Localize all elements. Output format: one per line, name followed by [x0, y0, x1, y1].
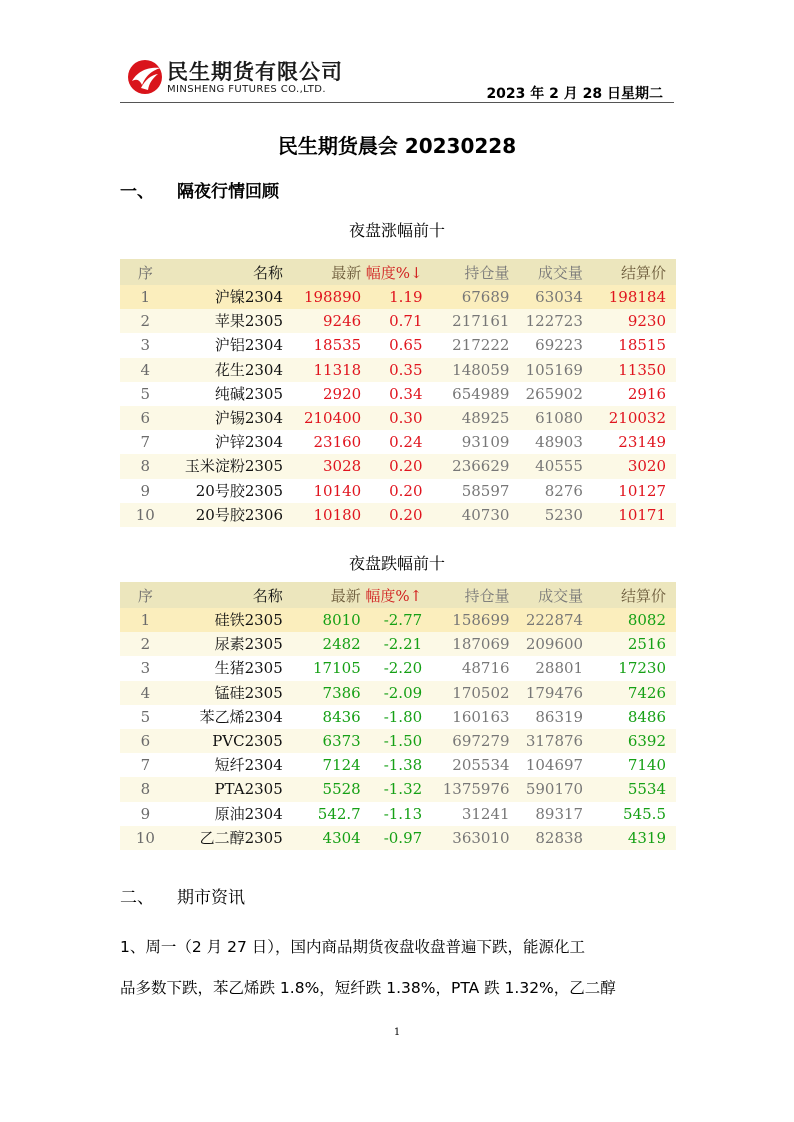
- minsheng-logo-icon: [127, 59, 163, 95]
- section-heading-overnight: [120, 177, 279, 202]
- cell-last: 7386: [285, 681, 365, 705]
- cell-seq: 4: [120, 358, 171, 382]
- cell-change-pct: 1.19: [365, 285, 426, 309]
- cell-settle: 210032: [587, 406, 676, 430]
- cell-open-interest: 31241: [426, 802, 513, 826]
- cell-seq: 7: [120, 753, 171, 777]
- cell-volume: 590170: [514, 777, 588, 801]
- cell-seq: 1: [120, 285, 171, 309]
- cell-last: 3028: [285, 454, 365, 478]
- cell-seq: 2: [120, 309, 171, 333]
- column-header-name[interactable]: 名称: [171, 582, 285, 608]
- cell-open-interest: 217222: [427, 333, 514, 357]
- cell-settle: 7426: [587, 681, 676, 705]
- cell-open-interest: 654989: [427, 382, 514, 406]
- table-row[interactable]: [120, 454, 676, 478]
- table-header-row: [120, 582, 676, 608]
- cell-name: 玉米淀粉2305: [171, 454, 285, 478]
- cell-change-pct: -2.09: [365, 681, 426, 705]
- cell-last: 9246: [285, 309, 365, 333]
- cell-name: 原油2304: [171, 802, 285, 826]
- table-row[interactable]: [120, 802, 676, 826]
- cell-last: 23160: [285, 430, 365, 454]
- column-header-name[interactable]: 名称: [171, 259, 285, 285]
- cell-settle: 545.5: [587, 802, 676, 826]
- table-row[interactable]: [120, 632, 676, 656]
- cell-volume: 179476: [514, 681, 588, 705]
- losers-caption: 夜盘跌幅前十: [348, 554, 445, 573]
- company-name-en: MINSHENG FUTURES CO.,LTD.: [167, 84, 326, 95]
- cell-volume: 209600: [514, 632, 588, 656]
- cell-last: 8436: [285, 705, 365, 729]
- cell-settle: 18515: [587, 333, 676, 357]
- cell-last: 18535: [285, 333, 365, 357]
- cell-change-pct: 0.20: [365, 503, 426, 527]
- cell-seq: 1: [120, 608, 171, 632]
- cell-open-interest: 363010: [426, 826, 513, 850]
- cell-name: PTA2305: [171, 777, 285, 801]
- cell-last: 4304: [285, 826, 365, 850]
- cell-open-interest: 187069: [426, 632, 513, 656]
- cell-open-interest: 48925: [427, 406, 514, 430]
- cell-name: PVC2305: [171, 729, 285, 753]
- cell-open-interest: 158699: [426, 608, 513, 632]
- news-paragraph-line: 品多数下跌，苯乙烯跌 1.8%，短纤跌 1.38%，PTA 跌 1.32%，乙二醇: [120, 979, 616, 997]
- table-row[interactable]: [120, 826, 676, 850]
- cell-volume: 48903: [513, 430, 586, 454]
- cell-seq: 3: [120, 333, 171, 357]
- cell-last: 8010: [285, 608, 365, 632]
- column-header-seq[interactable]: 序: [120, 582, 171, 608]
- table-row[interactable]: [120, 777, 676, 801]
- cell-open-interest: 58597: [427, 479, 514, 503]
- cell-open-interest: 236629: [427, 454, 514, 478]
- cell-change-pct: 0.24: [365, 430, 426, 454]
- header-divider: [120, 102, 674, 103]
- cell-seq: 2: [120, 632, 171, 656]
- column-header-volume[interactable]: 成交量: [514, 582, 588, 608]
- company-logo: [127, 56, 367, 100]
- cell-seq: 9: [120, 479, 171, 503]
- cell-settle: 9230: [587, 309, 676, 333]
- cell-settle: 2916: [587, 382, 676, 406]
- cell-seq: 10: [120, 826, 171, 850]
- cell-volume: 317876: [514, 729, 588, 753]
- cell-seq: 6: [120, 729, 171, 753]
- cell-last: 5528: [285, 777, 365, 801]
- cell-name: 尿素2305: [171, 632, 285, 656]
- cell-last: 2920: [285, 382, 365, 406]
- cell-volume: 104697: [514, 753, 588, 777]
- cell-name: 沪锌2304: [171, 430, 285, 454]
- cell-settle: 8486: [587, 705, 676, 729]
- column-header-change-pct[interactable]: 幅度%↑: [365, 582, 426, 608]
- cell-change-pct: -1.13: [365, 802, 426, 826]
- cell-name: 短纤2304: [171, 753, 285, 777]
- table-row[interactable]: [120, 333, 676, 357]
- cell-open-interest: 697279: [426, 729, 513, 753]
- table-row[interactable]: [120, 681, 676, 705]
- cell-open-interest: 205534: [426, 753, 513, 777]
- cell-open-interest: 93109: [427, 430, 514, 454]
- table-row[interactable]: [120, 503, 676, 527]
- cell-change-pct: -2.21: [365, 632, 426, 656]
- cell-settle: 4319: [587, 826, 676, 850]
- cell-settle: 10171: [587, 503, 676, 527]
- cell-open-interest: 40730: [427, 503, 514, 527]
- cell-settle: 10127: [587, 479, 676, 503]
- cell-seq: 5: [120, 382, 171, 406]
- cell-last: 210400: [285, 406, 365, 430]
- table-row[interactable]: [120, 753, 676, 777]
- cell-last: 7124: [285, 753, 365, 777]
- cell-name: 生猪2305: [171, 656, 285, 680]
- cell-open-interest: 48716: [426, 656, 513, 680]
- cell-change-pct: -1.50: [365, 729, 426, 753]
- cell-settle: 23149: [587, 430, 676, 454]
- cell-open-interest: 217161: [427, 309, 514, 333]
- cell-volume: 122723: [513, 309, 586, 333]
- cell-settle: 8082: [587, 608, 676, 632]
- cell-name: 沪镍2304: [171, 285, 285, 309]
- table-row[interactable]: [120, 406, 676, 430]
- table-row[interactable]: [120, 430, 676, 454]
- losers-table: [120, 582, 676, 850]
- cell-last: 10140: [285, 479, 365, 503]
- cell-name: 乙二醇2305: [171, 826, 285, 850]
- cell-seq: 5: [120, 705, 171, 729]
- section-number: 二、: [120, 888, 154, 908]
- cell-name: 20号胶2305: [171, 479, 285, 503]
- table-row[interactable]: [120, 608, 676, 632]
- table-row[interactable]: [120, 382, 676, 406]
- company-name-cn: 民生期货有限公司: [167, 60, 343, 84]
- cell-seq: 9: [120, 802, 171, 826]
- cell-volume: 40555: [513, 454, 586, 478]
- cell-name: 硅铁2305: [171, 608, 285, 632]
- column-header-last[interactable]: 最新: [285, 259, 365, 285]
- cell-last: 10180: [285, 503, 365, 527]
- table-row[interactable]: [120, 656, 676, 680]
- cell-volume: 69223: [513, 333, 586, 357]
- cell-volume: 82838: [514, 826, 588, 850]
- cell-open-interest: 170502: [426, 681, 513, 705]
- cell-last: 198890: [285, 285, 365, 309]
- cell-change-pct: -2.77: [365, 608, 426, 632]
- page-number: 1: [393, 1027, 401, 1038]
- cell-settle: 11350: [587, 358, 676, 382]
- column-header-open-interest[interactable]: 持仓量: [427, 259, 514, 285]
- cell-change-pct: -2.20: [365, 656, 426, 680]
- column-header-settle[interactable]: 结算价: [587, 582, 676, 608]
- cell-change-pct: 0.34: [365, 382, 426, 406]
- table-header-row: [120, 259, 676, 285]
- cell-name: 花生2304: [171, 358, 285, 382]
- cell-open-interest: 1375976: [426, 777, 513, 801]
- cell-settle: 6392: [587, 729, 676, 753]
- table-row[interactable]: [120, 285, 676, 309]
- column-header-last[interactable]: 最新: [285, 582, 365, 608]
- cell-name: 纯碱2305: [171, 382, 285, 406]
- column-header-seq[interactable]: 序: [120, 259, 171, 285]
- column-header-open-interest[interactable]: 持仓量: [426, 582, 513, 608]
- cell-settle: 7140: [587, 753, 676, 777]
- cell-volume: 86319: [514, 705, 588, 729]
- document-title: 民生期货晨会 20230228: [277, 134, 517, 158]
- cell-change-pct: 0.20: [365, 454, 426, 478]
- cell-volume: 28801: [514, 656, 588, 680]
- cell-change-pct: 0.30: [365, 406, 426, 430]
- table-row[interactable]: [120, 309, 676, 333]
- cell-settle: 3020: [587, 454, 676, 478]
- section-title: 期市资讯: [177, 888, 245, 908]
- cell-name: 20号胶2306: [171, 503, 285, 527]
- cell-seq: 3: [120, 656, 171, 680]
- cell-name: 苹果2305: [171, 309, 285, 333]
- cell-settle: 5534: [587, 777, 676, 801]
- cell-open-interest: 148059: [427, 358, 514, 382]
- column-header-settle[interactable]: 结算价: [587, 259, 676, 285]
- table-row[interactable]: [120, 705, 676, 729]
- header-date: 2023 年 2 月 28 日星期二: [486, 86, 663, 102]
- cell-name: 沪锡2304: [171, 406, 285, 430]
- cell-volume: 61080: [513, 406, 586, 430]
- cell-seq: 8: [120, 454, 171, 478]
- cell-change-pct: -1.32: [365, 777, 426, 801]
- cell-volume: 63034: [513, 285, 586, 309]
- cell-change-pct: 0.20: [365, 479, 426, 503]
- column-header-volume[interactable]: 成交量: [513, 259, 586, 285]
- table-row[interactable]: [120, 358, 676, 382]
- cell-change-pct: 0.65: [365, 333, 426, 357]
- cell-volume: 105169: [513, 358, 586, 382]
- cell-change-pct: -1.38: [365, 753, 426, 777]
- cell-open-interest: 67689: [427, 285, 514, 309]
- cell-settle: 198184: [587, 285, 676, 309]
- column-header-change-pct[interactable]: 幅度%↓: [365, 259, 426, 285]
- cell-settle: 2516: [587, 632, 676, 656]
- cell-seq: 10: [120, 503, 171, 527]
- cell-volume: 8276: [513, 479, 586, 503]
- cell-name: 苯乙烯2304: [171, 705, 285, 729]
- cell-settle: 17230: [587, 656, 676, 680]
- cell-open-interest: 160163: [426, 705, 513, 729]
- table-row[interactable]: [120, 729, 676, 753]
- cell-seq: 6: [120, 406, 171, 430]
- section-title: 隔夜行情回顾: [177, 182, 279, 202]
- table-row[interactable]: [120, 479, 676, 503]
- news-paragraph-line: 1、周一（2 月 27 日），国内商品期货夜盘收盘普遍下跌，能源化工: [120, 938, 585, 956]
- cell-change-pct: 0.71: [365, 309, 426, 333]
- cell-last: 11318: [285, 358, 365, 382]
- cell-name: 锰硅2305: [171, 681, 285, 705]
- cell-last: 17105: [285, 656, 365, 680]
- cell-last: 542.7: [285, 802, 365, 826]
- cell-volume: 265902: [513, 382, 586, 406]
- cell-last: 6373: [285, 729, 365, 753]
- cell-change-pct: 0.35: [365, 358, 426, 382]
- cell-name: 沪铝2304: [171, 333, 285, 357]
- section-number: 一、: [120, 182, 154, 202]
- cell-volume: 222874: [514, 608, 588, 632]
- cell-seq: 7: [120, 430, 171, 454]
- cell-change-pct: -1.80: [365, 705, 426, 729]
- section-heading-news: [120, 883, 245, 908]
- cell-change-pct: -0.97: [365, 826, 426, 850]
- cell-last: 2482: [285, 632, 365, 656]
- cell-volume: 89317: [514, 802, 588, 826]
- cell-seq: 8: [120, 777, 171, 801]
- gainers-table: [120, 259, 676, 527]
- cell-seq: 4: [120, 681, 171, 705]
- cell-volume: 5230: [513, 503, 586, 527]
- gainers-caption: 夜盘涨幅前十: [348, 221, 445, 240]
